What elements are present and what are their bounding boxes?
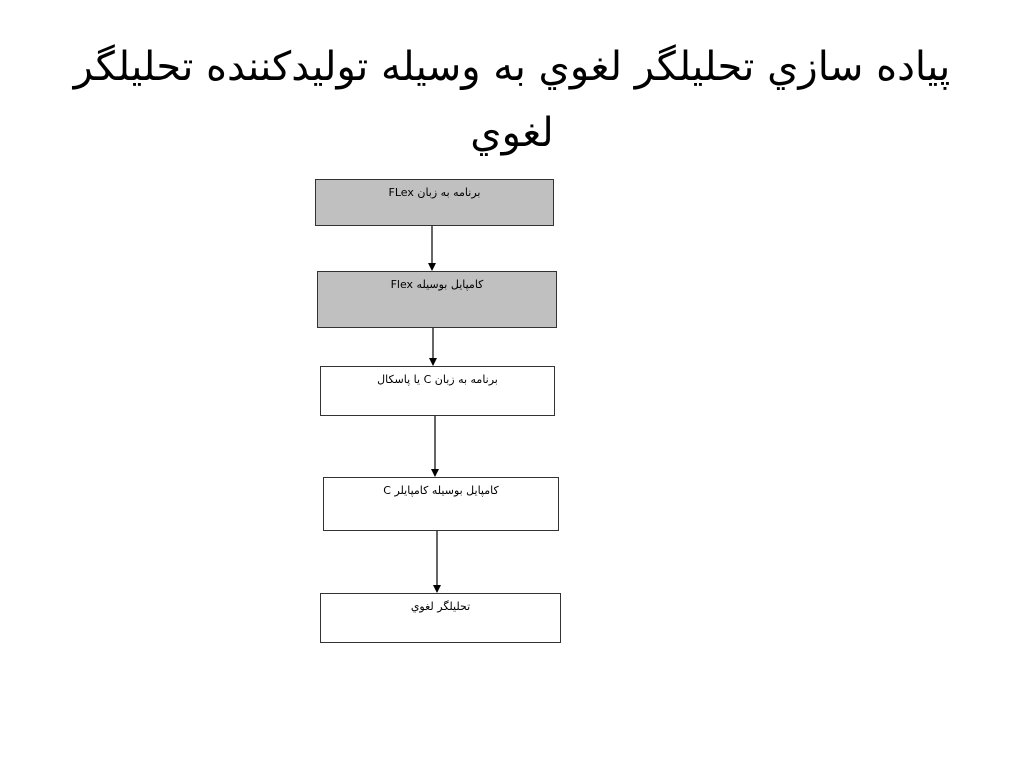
c-pascal-program-box: برنامه به زبان C يا پاسكال bbox=[320, 366, 555, 416]
c-compile-box: كامپايل بوسيله كامپايلر C bbox=[323, 477, 559, 531]
lexical-analyzer-box: تحليلگر لغوي bbox=[320, 593, 561, 643]
flex-program-box: برنامه به زبان FLex bbox=[315, 179, 554, 226]
flex-compile-box: كامپايل بوسيله Flex bbox=[317, 271, 557, 328]
slide-title: پياده سازي تحليلگر لغوي به وسيله توليدكننده تحليلگر لغوي bbox=[73, 44, 951, 156]
